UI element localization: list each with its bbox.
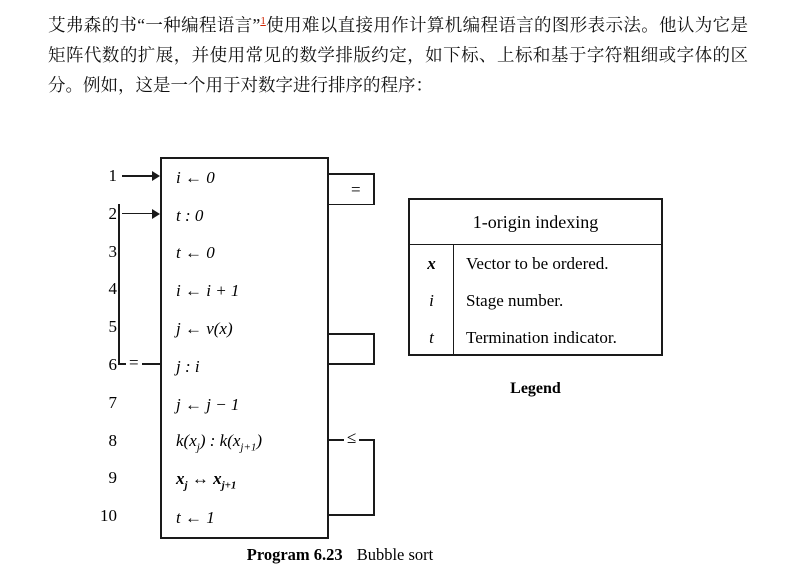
branch-row2-up xyxy=(373,173,375,204)
step-7-text: j ← j − 1 xyxy=(176,394,240,414)
branch-row8-to-row10 xyxy=(325,514,375,516)
entry-arrow-row-2 xyxy=(122,195,160,233)
step-10-text: t ← 1 xyxy=(176,508,215,528)
flowchart-step-8[interactable] xyxy=(162,424,327,462)
step-2-text: t : 0 xyxy=(176,205,204,225)
flowchart-step-4[interactable] xyxy=(162,272,327,310)
legend-row-t xyxy=(410,319,661,356)
paragraph-text-after: 使用难以直接用作计算机编程语言的图形表示法。他认为它是矩阵代数的扩展，并使用常见的数学排版约定，如下标、上标和基于字符粗细或字体的区分。例如，这是一个用于对数字进行排序的程序： xyxy=(48,14,748,95)
legend-row-x xyxy=(410,245,661,282)
figure-caption-title: Bubble sort xyxy=(356,545,434,564)
legend-caption: Legend xyxy=(510,380,561,397)
step-4-text: i ← i + 1 xyxy=(176,281,240,301)
step-3-text: t ← 0 xyxy=(176,243,215,263)
step-9-text: $x_j$ ↔ $x_{j+1}$ xyxy=(176,469,237,492)
flowchart-step-7[interactable] xyxy=(162,386,327,424)
line-number-4: 4 xyxy=(108,279,117,299)
line-number-2: 2 xyxy=(108,203,117,223)
legend-row-i xyxy=(410,282,661,319)
body-paragraph xyxy=(48,6,748,100)
figure-caption xyxy=(160,545,520,565)
legend-symbol-x: x xyxy=(410,245,454,282)
flowchart-step-2[interactable] xyxy=(162,197,327,235)
legend-table xyxy=(408,198,663,356)
step-8-text: $k(x_j)$ : $k(x_{j+1})$ xyxy=(176,431,263,454)
figure-caption-label: Program 6.23 xyxy=(246,545,343,564)
flowchart-step-5[interactable] xyxy=(162,310,327,348)
flowchart-step-9[interactable] xyxy=(162,461,327,499)
flowchart-step-10[interactable] xyxy=(162,499,327,537)
step-1-text: i ← 0 xyxy=(176,167,215,187)
legend-symbol-i: i xyxy=(410,282,454,319)
branch-row2-return xyxy=(325,173,375,175)
paragraph-text-before: 艾弗森的书“一种编程语言” xyxy=(48,14,261,35)
flowchart-box xyxy=(160,157,329,539)
step-5-text: j ← v(x) xyxy=(176,319,233,339)
branch-label-less-equal: ≤ xyxy=(344,428,359,448)
branch-row2-out xyxy=(325,204,375,206)
legend-symbol-t: t xyxy=(410,319,454,356)
footnote-marker[interactable]: 1 xyxy=(260,15,266,27)
step-6-text: j : i xyxy=(176,356,200,376)
legend-title: 1-origin indexing xyxy=(410,200,661,245)
figure-bubble-sort xyxy=(0,145,800,585)
legend-description-x: Vector to be ordered. xyxy=(466,253,609,273)
flowchart-step-1[interactable] xyxy=(162,159,327,197)
branch-row8-down xyxy=(373,439,375,515)
line-number-8: 8 xyxy=(108,430,117,450)
legend-description-i: Stage number. xyxy=(466,290,564,310)
branch-row6-up xyxy=(373,333,375,364)
line-number-6: 6 xyxy=(108,355,117,374)
branch-row6-out xyxy=(325,363,375,365)
flowchart-step-6[interactable] xyxy=(162,348,327,386)
entry-arrow-row-1 xyxy=(122,157,160,195)
line-number-5: 5 xyxy=(108,317,117,337)
line-number-1: 1 xyxy=(108,166,117,185)
branch-label-equals-top: = xyxy=(348,180,364,200)
branch-row6-return xyxy=(325,333,375,335)
line-number-3: 3 xyxy=(108,241,117,261)
loop-left-vertical xyxy=(118,204,120,365)
line-number-7: 7 xyxy=(108,392,117,412)
flowchart-step-3[interactable] xyxy=(162,235,327,273)
branch-label-equals-left: = xyxy=(126,353,142,373)
legend-description-t: Termination indicator. xyxy=(466,327,617,347)
line-number-10: 10 xyxy=(100,506,117,526)
line-number-9: 9 xyxy=(108,468,117,488)
